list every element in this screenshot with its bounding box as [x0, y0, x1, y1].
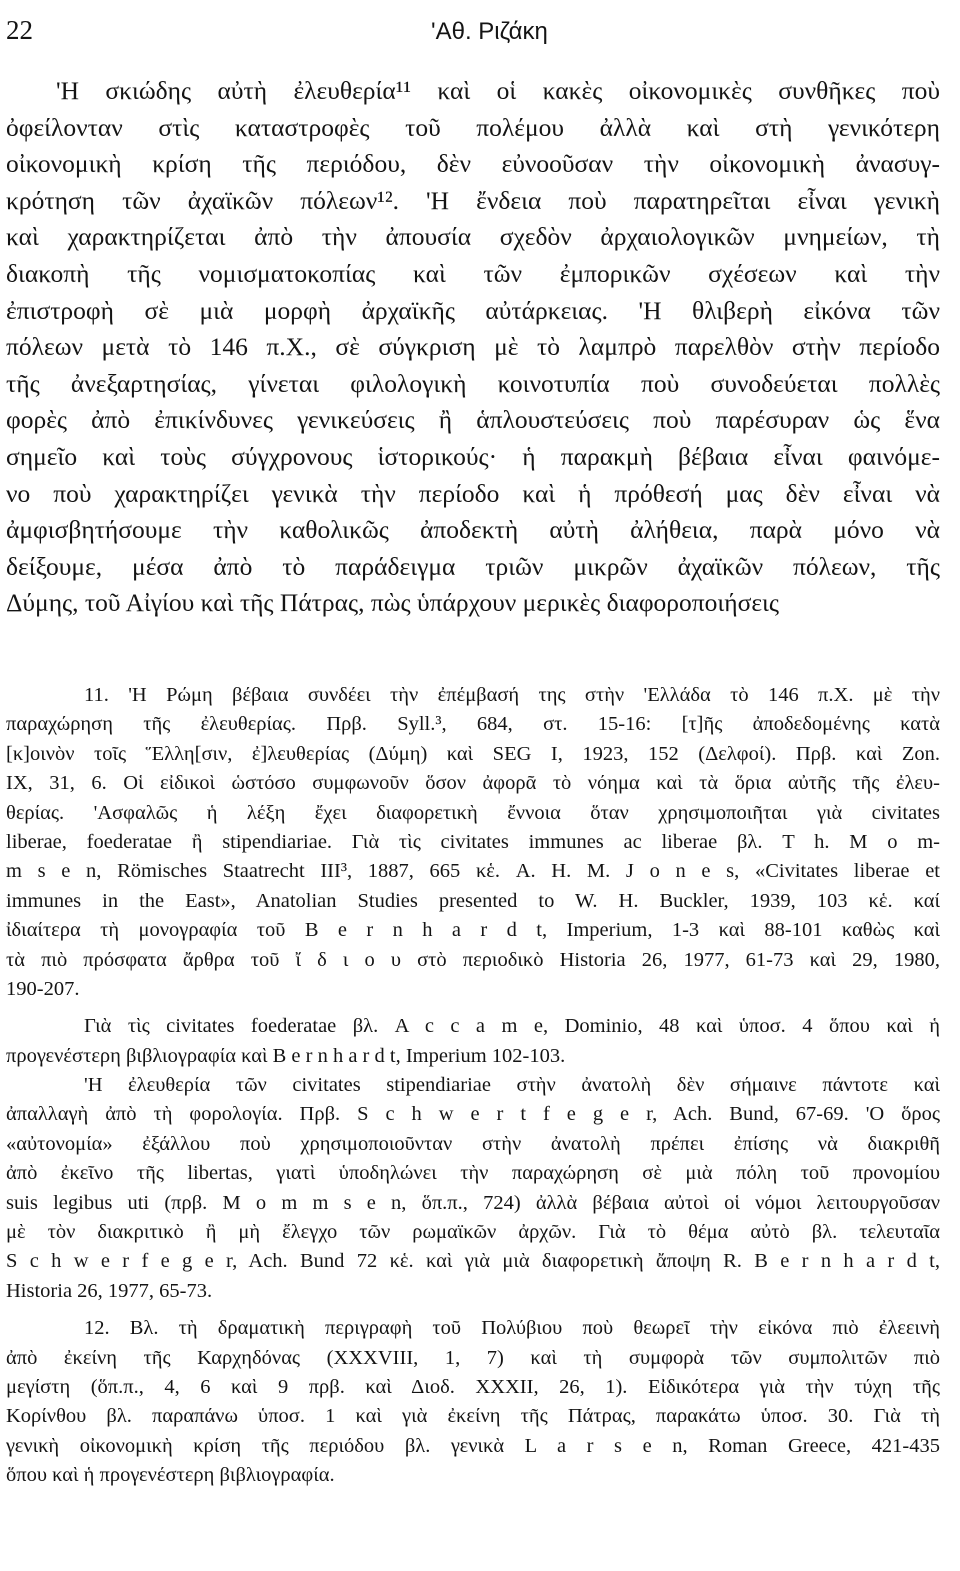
footnote-line: προγενέστερη βιβλιογραφία καὶ B e r n h a r d t, Imperium 102-103. [6, 1044, 566, 1067]
footnote-line: ὅπου καὶ ἡ προγενέστερη βιβλιογραφία. [6, 1464, 335, 1487]
footnote-line: m s e n, Römisches Staatrecht III³, 1887, 665 κἑ. A. H. M. J o n e s, «Civitates liberae et [6, 860, 940, 883]
text-line: πόλεων μετὰ τὸ 146 π.Χ., σὲ σύγκριση μὲ τὸ λαμπρὸ παρελθὸν στὴν περίοδο [6, 332, 940, 362]
footnote-line: immunes in the East», Anatolian Studies presented to W. H. Buckler, 1939, 103 κἑ. καί [6, 889, 940, 912]
footnote-line: Κορίνθου βλ. παραπάνω ὑποσ. 1 καὶ γιὰ ἐκείνη τῆς Πάτρας, παρακάτω ὑποσ. 30. Γιὰ τὴ [6, 1405, 940, 1428]
text-line: σημεῖο καὶ τοὺς σύγχρονους ἱστορικούς· ἡ παρακμὴ βέβαια εἶναι φαινόμε- [6, 441, 940, 471]
footnote-line: ἀπὸ ἐκεῖνο τῆς libertas, γιατὶ ὑποδηλώνει τὴν παραχώρηση σὲ μιὰ πόλη τοῦ προνομίου [6, 1162, 940, 1185]
footnote-line: liberae, foederatae ἢ stipendiariae. Γιὰ τὶς civitates immunes ac liberae βλ. T h. M o m- [6, 830, 940, 853]
text-line: νο ποὺ χαρακτηρίζει γενικὰ τὴν περίοδο καὶ ἡ πρόθεσή μας δὲν εἶναι νὰ [6, 478, 940, 508]
footnote-line: 190-207. [6, 977, 80, 1000]
footnote-line: ἀπαλλαγὴ ἀπὸ τὴ φορολογία. Πρβ. S c h w e r t f e g e r, Ach. Bund, 67-69. 'Ο ὅρος [6, 1103, 940, 1126]
text-line: τῆς ἀνεξαρτησίας, γίνεται φιλολογικὴ κοινοτυπία ποὺ συνοδεύεται πολλὲς [6, 368, 940, 398]
footnote-line: 11. 'Η Ρώμη βέβαια συνδέει τὴν ἐπέμβασή της στὴν 'Ελλάδα τὸ 146 π.Χ. μὲ τὴν [84, 684, 940, 706]
running-head: 'Αθ. Ριζάκη [431, 18, 548, 45]
text-line: διακοπὴ τῆς νομισματοκοπίας καὶ τῶν ἐμπορικῶν σχέσεων καὶ τὴν [6, 258, 940, 288]
footnote-line: [κ]οινὸν τοῖς Ἕλλη[σιν, ἐ]λευθερίας (Δύμη) καὶ SEG I, 1923, 152 (Δελφοί). Πρβ. καὶ Zon. [6, 742, 940, 765]
footnote-line: τὰ πιὸ πρόσφατα ἄρθρα τοῦ ἴ δ ι ο υ στὸ περιοδικὸ Historia 26, 1977, 61-73 καὶ 29, 1980, [6, 948, 940, 971]
footnotes [6, 681, 940, 1491]
text-line: οἰκονομικὴ κρίση τῆς περιόδου, δὲν εὐνοοῦσαν τὴν οἰκονομικὴ ἀνασυγ- [6, 149, 940, 179]
footnote-line: Γιὰ τὶς civitates foederatae βλ. A c c a m e, Dominio, 48 καὶ ὑποσ. 4 ὅπου καὶ ἡ [84, 1015, 940, 1038]
footnote-line: Historia 26, 1977, 65-73. [6, 1279, 213, 1302]
footnote-line: IX, 31, 6. Οἱ εἰδικοὶ ὡστόσο συμφωνοῦν ὅσον ἀφορᾶ τὸ νόημα καὶ τὰ ὅρια αὐτῆς τῆς ἐλευ- [6, 772, 940, 795]
footnote-line: μὲ τὸν διακριτικὸ ἢ μὴ ἔλεγχο τῶν ρωμαϊκῶν ἀρχῶν. Γιὰ τὸ θέμα αὐτὸ βλ. τελευταῖα [6, 1221, 940, 1244]
footnote-line: ἀπὸ ἐκείνη τῆς Καρχηδόνας (XXXVIII, 1, 7) καὶ τὴ συμφορὰ τῶν συμπολιτῶν πιὸ [6, 1346, 940, 1369]
footnote-line: ἰδιαίτερα τὴ μονογραφία τοῦ B e r n h a r d t, Imperium, 1-3 καὶ 88-101 καθὼς καὶ [6, 919, 940, 942]
footnote-line: 'Η ἐλευθερία τῶν civitates stipendiariae στὴν ἀνατολὴ δὲν σήμαινε πάντοτε καὶ [84, 1074, 940, 1097]
footnote-line: 12. Βλ. τὴ δραματικὴ περιγραφὴ τοῦ Πολύβιου ποὺ θεωρεῖ τὴν εἰκόνα πιὸ ἐλεεινὴ [84, 1317, 940, 1340]
footnote-line: παραχώρηση τῆς ἐλευθερίας. Πρβ. Syll.³, 684, στ. 15-16: [τ]ῆς ἀποδεδομένης κατὰ [6, 713, 940, 736]
text-line: 'Η σκιώδης αὐτὴ ἐλευθερία¹¹ καὶ οἱ κακὲς οἰκονομικὲς συνθῆκες ποὺ [56, 76, 940, 105]
page-number: 22 [6, 15, 33, 45]
footnote-line: θερίας. 'Ασφαλῶς ἡ λέξη ἔχει διαφορετικὴ ἔννοια ὅταν χρησιμοποιῆται γιὰ civitates [6, 801, 940, 824]
footnote-line: «αὐτονομία» ἐξάλλου ποὺ χρησιμοποιοῦνταν στὴν ἀνατολὴ πρέπει ἐπίσης νὰ διακριθῆ [6, 1132, 940, 1155]
text-line: ὀφείλονταν στὶς καταστροφὲς τοῦ πολέμου ἀλλὰ καὶ στὴ γενικότερη [6, 112, 940, 142]
page-header [6, 14, 954, 50]
text-line: φορὲς ἀπὸ ἐπικίνδυνες γενικεύσεις ἢ ἁπλουστεύσεις ποὺ παρέσυραν ὡς ἕνα [6, 405, 940, 435]
footnote-line: suis legibus uti (πρβ. M o m m s e n, ὅπ.π., 724) ἀλλὰ βέβαια αὐτοὶ οἱ νόμοι λειτουργοῦσαν [6, 1191, 940, 1214]
text-line: καὶ χαρακτηρίζεται ἀπὸ τὴν ἀπουσία σχεδὸν ἀρχαιολογικῶν μνημείων, τὴ [6, 222, 940, 252]
text-line: κρότηση τῶν ἀχαϊκῶν πόλεων¹². 'Η ἔνδεια ποὺ παρατηρεῖται εἶναι γενικὴ [6, 185, 940, 215]
footnote-line: γενικὴ οἰκονομικὴ κρίση τῆς περιόδου βλ. γενικὰ L a r s e n, Roman Greece, 421-435 [6, 1434, 940, 1457]
footnote-line: S c h w e r f e g e r, Ach. Bund 72 κἑ. καὶ γιὰ μιὰ διαφορετικὴ ἄποψη R. B e r n h a r d t, [6, 1250, 940, 1273]
text-line: ἐπιστροφὴ σὲ μιὰ μορφὴ ἀρχαϊκῆς αὐτάρκειας. 'Η θλιβερὴ εἰκόνα τῶν [6, 295, 940, 325]
text-line: Δύμης, τοῦ Αἰγίου καὶ τῆς Πάτρας, πὼς ὑπάρχουν μερικὲς διαφοροποιήσεις [6, 588, 780, 618]
footnote-line: μεγίστη (ὅπ.π., 4, 6 καὶ 9 πρβ. καὶ Διοδ. XXXII, 26, 1). Εἰδικότερα γιὰ τὴν τύχη τῆς [6, 1375, 940, 1398]
main-text [6, 73, 940, 622]
text-line: ἀμφισβητήσουμε τὴν καθολικῶς ἀποδεκτὴ αὐτὴ ἀλήθεια, παρὰ μόνο νὰ [6, 515, 940, 545]
text-line: δείξουμε, μέσα ἀπὸ τὸ παράδειγμα τριῶν μικρῶν ἀχαϊκῶν πόλεων, τῆς [6, 551, 940, 581]
